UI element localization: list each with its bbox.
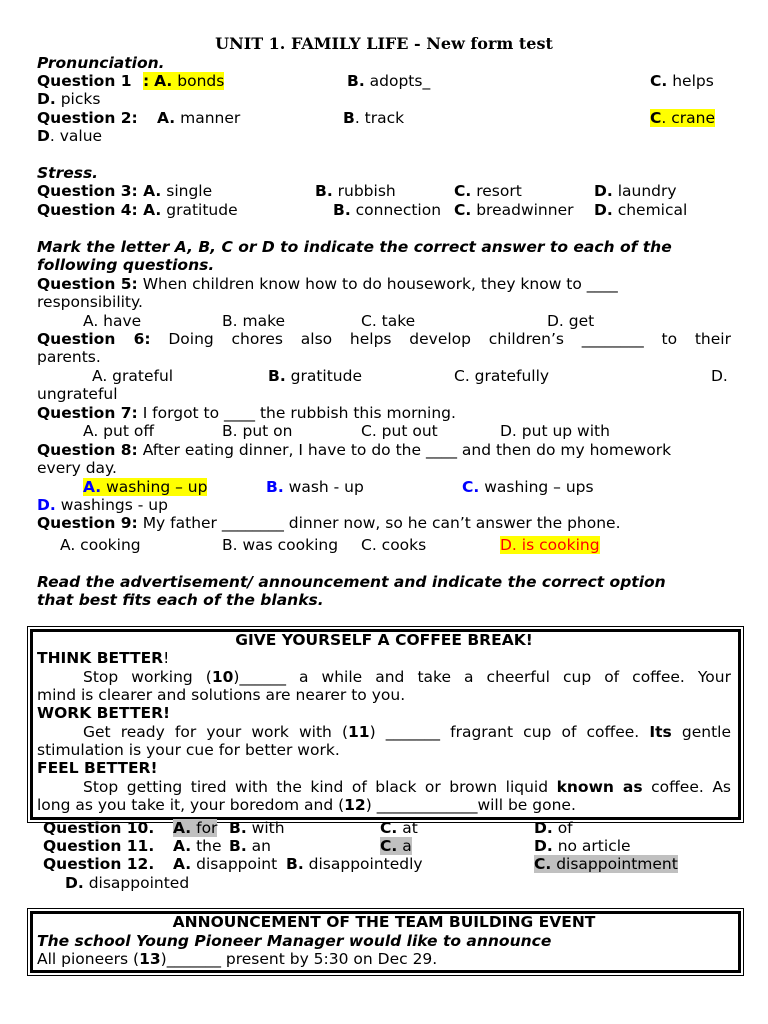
question-9-option-c: C. cooks — [361, 536, 427, 554]
announcement-line-1: The school Young Pioneer Manager would like to announce — [37, 932, 552, 950]
question-9-option-b: B. was cooking — [222, 536, 339, 554]
question-11-option-d: D. no article — [534, 837, 631, 855]
question-12-option-c: C. disappointment — [534, 855, 678, 873]
question-2-option-a: A. manner — [157, 109, 241, 127]
feel-better-line-2: long as you take it, your boredom and (12) _____________will be gone. — [37, 796, 576, 814]
think-better-line-1: Stop working (10)______ a while and take a cheerful cup of coffee. Your — [83, 668, 731, 686]
question-1-option-d: D. picks — [37, 90, 101, 108]
question-1-option-b: B. adopts_ — [347, 72, 431, 90]
question-5-option-a: A. have — [83, 312, 142, 330]
page-title: UNIT 1. FAMILY LIFE - New form test — [215, 34, 553, 53]
question-10-option-a: A. for — [173, 819, 218, 837]
question-9-text: Question 9: My father ________ dinner now, so he can’t answer the phone. — [37, 514, 621, 532]
feel-better-line-1: Stop getting tired with the kind of black or brown liquid known as coffee. As — [83, 778, 731, 796]
question-12-option-d: D. disappointed — [65, 874, 190, 892]
question-1-stem: Question 1 — [37, 72, 132, 90]
think-better-heading: THINK BETTER! — [37, 649, 170, 667]
question-8-text: Question 8: After eating dinner, I have to do the ____ and then do my homework — [37, 441, 672, 459]
question-11-option-a: A. the — [173, 837, 222, 855]
question-2-option-c: C. crane — [650, 109, 715, 127]
question-12-stem: Question 12. — [43, 855, 155, 873]
question-6-option-d-label: D. — [711, 367, 728, 385]
question-7-option-b: B. put on — [222, 422, 293, 440]
work-better-line-1: Get ready for your work with (11) _______ fragrant cup of coffee. Its gentle — [83, 723, 731, 741]
question-3-option-d: D. laundry — [594, 182, 677, 200]
think-better-line-2: mind is clearer and solutions are nearer to you. — [37, 686, 406, 704]
announcement-line-2: All pioneers (13)_______ present by 5:30 on Dec 29. — [37, 950, 438, 968]
question-7-option-c: C. put out — [361, 422, 438, 440]
reading-instruction-line-2: that best fits each of the blanks. — [37, 591, 324, 609]
question-8-option-c: C. washing – ups — [462, 478, 594, 496]
question-4-option-c: C. breadwinner — [454, 201, 574, 219]
work-better-heading: WORK BETTER! — [37, 704, 171, 722]
question-10-stem: Question 10. — [43, 819, 155, 837]
feel-better-heading: FEEL BETTER! — [37, 759, 158, 777]
question-6-option-d: ungrateful — [37, 385, 118, 403]
question-7-text: Question 7: I forgot to ____ the rubbish this morning. — [37, 404, 456, 422]
question-7-option-d: D. put up with — [500, 422, 610, 440]
question-8-option-a: A. washing – up — [83, 478, 208, 496]
work-better-line-2: stimulation is your cue for better work. — [37, 741, 340, 759]
question-11-stem: Question 11. — [43, 837, 155, 855]
question-5-option-b: B. make — [222, 312, 286, 330]
question-5-option-c: C. take — [361, 312, 416, 330]
reading-instruction-line-1: Read the advertisement/ announcement and indicate the correct option — [37, 573, 666, 591]
question-8-option-b: B. wash - up — [266, 478, 364, 496]
question-6-option-a: A. grateful — [92, 367, 174, 385]
question-9-option-a: A. cooking — [60, 536, 141, 554]
question-12-option-a: A. disappoint — [173, 855, 278, 873]
pronunciation-heading: Pronunciation. — [37, 54, 165, 72]
question-10-option-b: B. with — [229, 819, 285, 837]
mcq-instruction-line-2: following questions. — [37, 256, 215, 274]
question-3-option-a: Question 3: A. single — [37, 182, 213, 200]
question-3-option-b: B. rubbish — [315, 182, 396, 200]
question-8-text-cont: every day. — [37, 459, 117, 477]
question-10-option-c: C. at — [380, 819, 418, 837]
stress-heading: Stress. — [37, 164, 99, 182]
question-5-text: Question 5: When children know how to do housework, they know to ____ — [37, 275, 618, 293]
question-11-option-c: C. a — [380, 837, 412, 855]
question-4-option-a: Question 4: A. gratitude — [37, 201, 238, 219]
question-8-option-d: D. washings - up — [37, 496, 168, 514]
question-6-option-b: B. gratitude — [268, 367, 363, 385]
question-11-option-b: B. an — [229, 837, 271, 855]
question-10-option-d: D. of — [534, 819, 573, 837]
question-9-option-d: D. is cooking — [500, 536, 600, 554]
announcement-heading: ANNOUNCEMENT OF THE TEAM BUILDING EVENT — [172, 913, 596, 931]
advertisement-heading: GIVE YOURSELF A COFFEE BREAK! — [235, 631, 533, 649]
question-6-text-cont: parents. — [37, 348, 101, 366]
question-2-stem: Question 2: — [37, 109, 138, 127]
question-4-option-d: D. chemical — [594, 201, 688, 219]
question-7-option-a: A. put off — [83, 422, 155, 440]
question-2-option-d: D. value — [37, 127, 103, 145]
question-6-option-c: C. gratefully — [454, 367, 550, 385]
question-1-option-a: : A. bonds — [143, 72, 225, 90]
question-3-option-c: C. resort — [454, 182, 522, 200]
question-5-option-d: D. get — [547, 312, 595, 330]
question-5-text-cont: responsibility. — [37, 293, 143, 311]
question-2-option-b: B. track — [343, 109, 405, 127]
question-1-option-c: C. helps — [650, 72, 714, 90]
mcq-instruction-line-1: Mark the letter A, B, C or D to indicate the correct answer to each of the — [37, 238, 672, 256]
question-12-option-b: B. disappointedly — [286, 855, 423, 873]
question-6-text: Question 6: Doing chores also helps develop children’s ________ to their — [37, 330, 731, 348]
question-4-option-b: B. connection — [333, 201, 442, 219]
